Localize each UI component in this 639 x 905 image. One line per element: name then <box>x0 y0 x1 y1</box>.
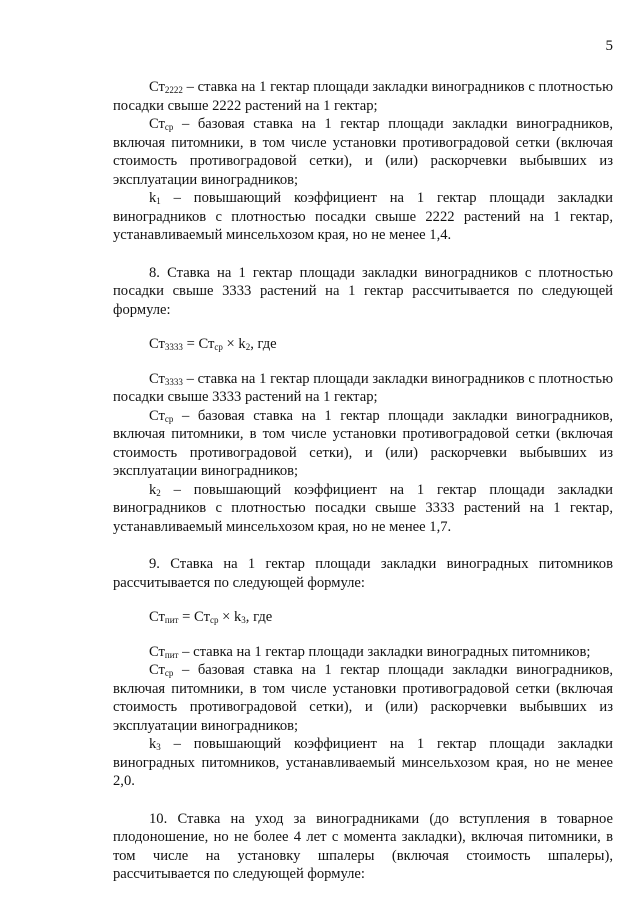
formula-st3333 <box>113 335 613 354</box>
section-10-heading: 10. Ставка на уход за виноградниками (до вступления в товарное плодоношение, но не более 4 лет с момента закладки), включая питомники, в том числе на установку шпалеры (включая стоимость шпалеры), рассчитывается по следующей формуле: <box>113 810 613 882</box>
formula-part: × k <box>222 336 246 352</box>
formula-part: , где <box>250 336 277 352</box>
definition-stpit <box>113 643 613 662</box>
symbol-subscript: 2 <box>156 487 161 498</box>
symbol: k <box>149 190 157 206</box>
formula-subscript: ср <box>209 615 219 625</box>
symbol-subscript: ср <box>164 413 174 424</box>
formula-part: = Ст <box>182 336 215 352</box>
formula-subscript: ср <box>214 342 223 352</box>
symbol: Ст <box>149 662 165 678</box>
formula-part: Ст <box>149 609 165 625</box>
formula-part: = Ст <box>178 609 210 625</box>
section-8-heading: 8. Ставка на 1 гектар площади закладки виноградников с плотностью посадки свыше 3333 растений на 1 гектар рассчитывается по следующей формуле: <box>113 264 613 318</box>
symbol-subscript: 3 <box>156 742 161 752</box>
symbol-subscript: 3333 <box>164 376 183 387</box>
definition-text: – ставка на 1 гектар площади закладки виноградников с плотностью посадки свыше 3333 растений на 1 гектар; <box>113 370 613 405</box>
symbol-subscript: пит <box>164 649 179 660</box>
definition-st2222 <box>113 78 613 115</box>
definition-stsr <box>113 661 613 735</box>
definition-text: – базовая ставка на 1 гектар площади закладки виноградников, включая питомники, в том числе установки противоградовой сетки (включая стоимость противоградовой сетки), и (или) раскорчевки выбывших из эксплуатации виноградников; <box>113 116 613 188</box>
symbol-subscript: ср <box>164 668 174 678</box>
formula-stpit <box>113 608 613 627</box>
definition-text: – ставка на 1 гектар площади закладки виноградных питомников; <box>178 643 591 660</box>
symbol: k <box>149 481 157 498</box>
definition-text: – ставка на 1 гектар площади закладки виноградников с плотностью посадки свыше 2222 растений на 1 гектар; <box>113 79 613 114</box>
symbol-subscript: ср <box>164 122 174 132</box>
formula-subscript: 2 <box>245 342 251 352</box>
formula-subscript: 3 <box>241 615 246 625</box>
definition-text: – базовая ставка на 1 гектар площади закладки виноградников, включая питомники, в том числе установки противоградовой сетки (включая стоимость противоградовой сетки), и (или) раскорчевки выбывших из эксплуатации виноградников; <box>113 407 613 479</box>
symbol: Ст <box>149 79 165 95</box>
document-body <box>113 78 613 884</box>
definition-k3 <box>113 735 613 791</box>
definition-stsr <box>113 115 613 189</box>
definition-st3333 <box>113 370 613 407</box>
symbol-subscript: 2222 <box>164 85 183 95</box>
symbol: Ст <box>149 407 165 424</box>
definition-stsr <box>113 407 613 481</box>
formula-part: , где <box>245 609 273 625</box>
formula-subscript: пит <box>164 615 179 625</box>
definition-text: – базовая ставка на 1 гектар площади закладки виноградников, включая питомники, в том числе установки противоградовой сетки (включая стоимость противоградовой сетки), и (или) раскорчевки выбывших из эксплуатации виноградников; <box>113 662 613 734</box>
page-number: 5 <box>605 38 613 54</box>
formula-part: Ст <box>149 336 165 352</box>
symbol-subscript: 1 <box>156 196 161 206</box>
formula-subscript: 3333 <box>164 342 183 352</box>
definition-text: – повышающий коэффициент на 1 гектар площади закладки виноградников с плотностью посадки свыше 3333 растений на 1 гектар, устанавливаемый минсельхозом края, но не менее 1,7. <box>113 481 613 535</box>
symbol: k <box>149 736 157 752</box>
definition-text: – повышающий коэффициент на 1 гектар площади закладки виноградных питомников, устанавливаемый минсельхозом края, но не менее 2,0. <box>113 736 613 789</box>
definition-k2 <box>113 481 613 537</box>
definition-text: – повышающий коэффициент на 1 гектар площади закладки виноградников с плотностью посадки свыше 2222 растений на 1 гектар, устанавливаемый минсельхозом края, но не менее 1,4. <box>113 190 613 243</box>
symbol: Ст <box>149 370 165 387</box>
symbol: Ст <box>149 643 165 660</box>
section-9-heading: 9. Ставка на 1 гектар площади закладки виноградных питомников рассчитывается по следующей формуле: <box>113 556 613 591</box>
definition-k1 <box>113 189 613 245</box>
formula-part: × k <box>218 609 242 625</box>
symbol: Ст <box>149 116 165 132</box>
